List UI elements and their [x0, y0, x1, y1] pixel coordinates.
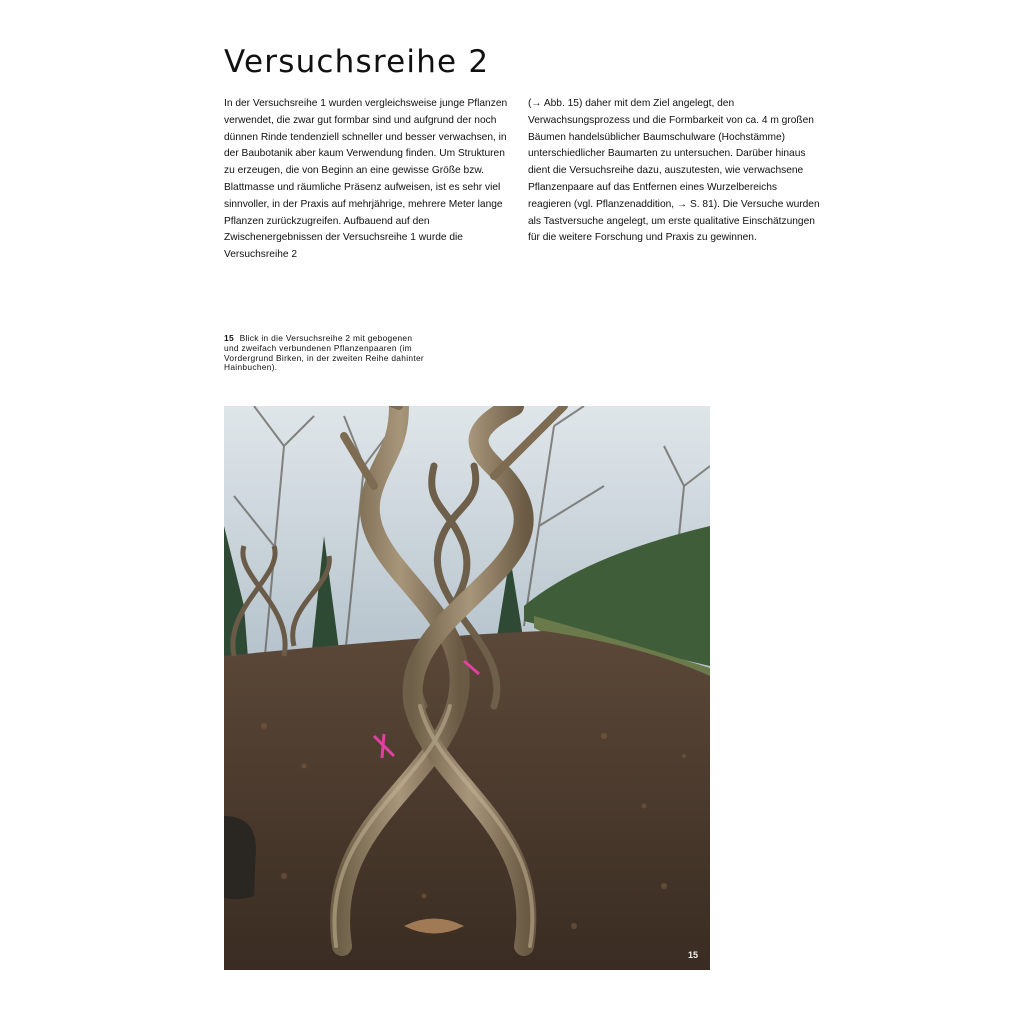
- figure-photo: [224, 406, 710, 970]
- body-paragraph-left: In der Versuchsreihe 1 wurden vergleichsweise junge Pflanzen verwendet, die zwar gut formbar sind und aufgrund der noch dünnen Rinde tendenziell schneller und besser verwachsen, in der Baubotanik aber kaum Verwendung finden. Um Strukturen zu erzeugen, die von Beginn an eine gewisse Größe bzw. Blattmasse und räumliche Präsenz aufweisen, ist es sehr viel sinnvoller, in der Praxis auf mehrjährige, mehrere Meter lange Pflanzen zurückzugreifen. Aufbauend auf den Zwischenergebnissen der Versuchsreihe 1 wurde die Versuchsreihe 2: [224, 98, 508, 261]
- body-text-right-column: [528, 96, 820, 247]
- photo-illustration: [224, 406, 710, 970]
- photo-figure-number: 15: [687, 950, 698, 960]
- caption-text: Blick in die Versuchsreihe 2 mit gebogenen und zweifach verbundenen Pflanzenpaaren (im Vordergrund Birken, in der zweiten Reihe dahinter Hainbuchen).: [224, 333, 424, 373]
- body-text-left-column: [224, 96, 516, 264]
- page-heading: Versuchsreihe 2: [224, 44, 490, 80]
- body-paragraph-right: (→ Abb. 15) daher mit dem Ziel angelegt, den Verwachsungsprozess und die Formbarkeit von ca. 4 m großen Bäumen handelsüblicher Baumschulware (Hochstämme) unterschiedlicher Baumarten zu untersuchen. Darüber hinaus dient die Versuchsreihe dazu, auszutesten, wie verwachsene Pflanzenpaare auf das Entfernen eines Wurzelbereichs reagieren (vgl. Pflanzenaddition, → S. 81). Die Versuche wurden als Tastversuche angelegt, um erste qualitative Einschätzungen für die weitere Forschung und Praxis zu gewinnen.: [528, 98, 820, 244]
- figure-caption: [224, 334, 429, 373]
- caption-figure-number: 15: [224, 333, 234, 343]
